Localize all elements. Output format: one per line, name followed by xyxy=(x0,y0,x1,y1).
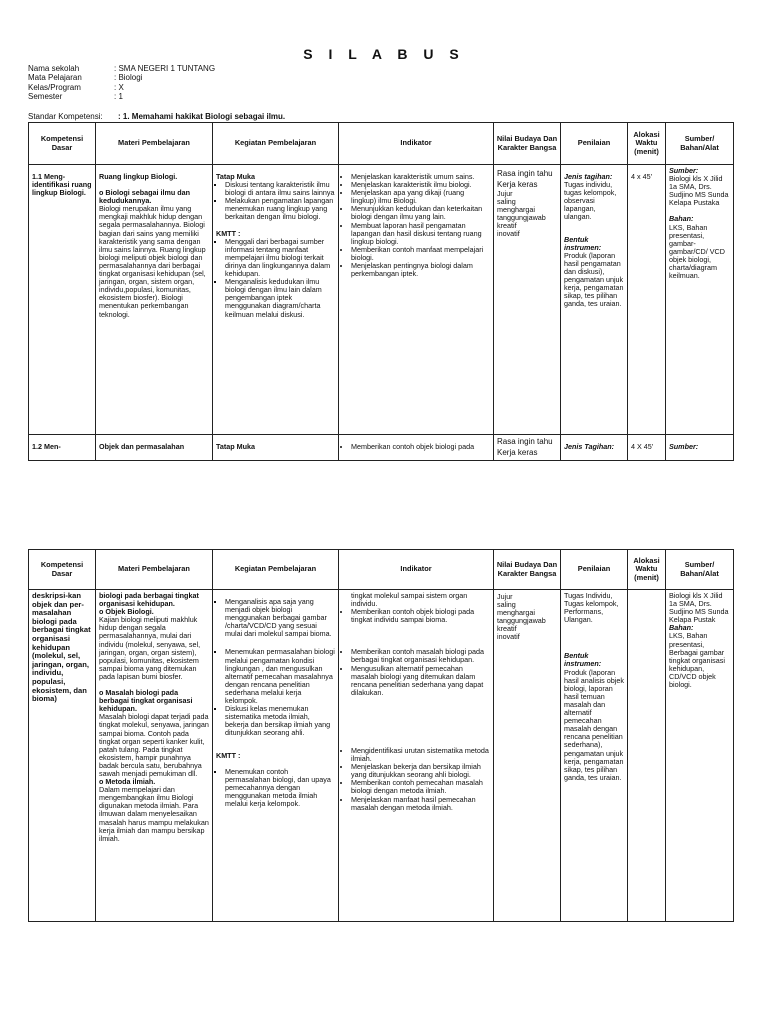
materi-subtitle: o Metoda ilmiah. xyxy=(99,777,156,787)
list-item: ▪ Melakukan pengamatan lapangan menemukan ruang lingkup yang berkaitan dengan ilmu biologi. xyxy=(225,197,335,221)
list-item: ▪ Menemukan permasalahan biologi melalui pengamatan kondisi lingkungan , dan mengusulkan alternatif pemecahan masalahnya dengan rencana penelitian sederhana melalui kerja kelompok. xyxy=(225,648,335,705)
header-indikator: Indikator xyxy=(339,123,494,165)
nilai-item: Kerja keras xyxy=(497,448,538,457)
header-row xyxy=(29,550,734,590)
list-item: • Mengidentifikasi urutan sistematika metoda ilmiah. xyxy=(351,747,490,763)
header-nilai: Nilai Budaya Dan Karakter Bangsa xyxy=(494,550,561,590)
sumber-cell xyxy=(666,165,734,435)
sumber-body: Biologi kls X Jilid 1a SMA, Drs. Sudjino MS Sunda Kelapa Pustak xyxy=(669,591,729,625)
materi-subtitle: o Masalah biologi pada berbagai tingkat organisasi kehidupan. xyxy=(99,688,193,714)
materi-subtitle: o Biologi sebagai ilmu dan kedudukannya. xyxy=(99,188,191,206)
bentuk-instrumen-label: Bentuk instrumen: xyxy=(564,234,602,252)
indikator-continued: tingkat molekul sampai sistem organ individu. xyxy=(351,591,468,609)
sumber-cell: Sumber: xyxy=(666,435,734,461)
nilai-item: Kerja keras xyxy=(497,180,538,189)
spacer xyxy=(342,697,490,747)
header-indikator: Indikator xyxy=(339,550,494,590)
nilai-item: Jujur xyxy=(497,592,513,601)
spacer xyxy=(216,738,335,752)
kegiatan-list xyxy=(216,238,335,319)
list-item: ▪ Diskusi kelas menemukan sistematika metoda ilmiah, bekerja dan bersikap ilmiah yang ditunjukkan seorang ahli. xyxy=(225,705,335,737)
list-item: • Menjelaskan bekerja dan bersikap ilmiah yang ditunjukkan seorang ahli biologi. xyxy=(351,763,490,779)
nilai-item: Rasa ingin tahu xyxy=(497,169,553,178)
header-nilai: Nilai Budaya Dan Karakter Bangsa xyxy=(494,123,561,165)
jenis-tagihan-body: Tugas individu, tugas kelompok, observasi lapangan, ulangan. xyxy=(564,180,617,222)
nilai-item: inovatif xyxy=(497,229,520,239)
list-item: • Membuat laporan hasil pengamatan lapangan dan hasil diskusi tentang ruang lingkup biologi. xyxy=(351,222,490,246)
header-kegiatan: Kegiatan Pembelajaran xyxy=(213,123,339,165)
kegiatan-list xyxy=(216,768,335,808)
list-item: • Menjelaskan manfaat hasil pemecahan masalah dengan metoda ilmiah. xyxy=(351,796,490,812)
header-kd: Kompetensi Dasar xyxy=(29,550,96,590)
header-penilaian: Penilaian xyxy=(561,550,628,590)
meta-value: : Biologi xyxy=(114,73,143,83)
standar-kompetensi xyxy=(28,112,285,121)
indikator-cell xyxy=(339,165,494,435)
kmtt-label: KMTT : xyxy=(216,750,241,760)
spacer xyxy=(564,222,624,236)
alokasi-cell xyxy=(628,590,666,922)
kmtt-label: KMTT : xyxy=(216,228,241,238)
bahan-body: LKS, Bahan presentasi, Berbagai gambar tingkat organisasi kehidupan, CD/VCD objek biologi. xyxy=(669,631,725,690)
indikator-list xyxy=(342,747,490,812)
bentuk-instrumen-label: Bentuk instrumen: xyxy=(564,651,602,669)
penilaian-cell: Jenis Tagihan: xyxy=(561,435,628,461)
indikator-cell xyxy=(339,590,494,922)
header-kegiatan: Kegiatan Pembelajaran xyxy=(213,550,339,590)
syllabus-table-1 xyxy=(28,122,734,461)
jenis-tagihan-label: Jenis tagihan: xyxy=(564,172,613,181)
indikator-cell xyxy=(339,435,494,461)
header-penilaian: Penilaian xyxy=(561,123,628,165)
materi-cell xyxy=(96,590,213,922)
list-item: • Menunjukkan kedudukan dan keterkaitan biologi dengan ilmu yang lain. xyxy=(351,205,490,221)
nilai-item: kreatif xyxy=(497,221,517,231)
materi-body: Dalam mempelajari dan mengembangkan ilmu Biologi digunakan metoda ilmiah. Para ilmuwan dalam menyelesaikan masalah harus mampu melakukan kerja ilmiah dan mampu bersikap ilmiah. xyxy=(99,785,209,843)
nilai-cell xyxy=(494,165,561,435)
page-title: S I L A B U S xyxy=(303,46,465,62)
materi-body: Biologi merupakan ilmu yang mengkaji makhluk hidup dengan segala permasalahannya. Biologi bagian dari sains yang memiliki karakteristik yang sama dengan ilmu sains lainnya. Ruang lingkup biologi meliputi objek biologi dan permasalahannya dari berbagai tingkat organisasi kehidupan (sel, jaringan, organ, sistem organ, individu,populasi, komunitas, ekosistem biosfer). Biologi menentukan perkembangan teknologi. xyxy=(99,204,206,319)
list-item: • Menjelaskan karakteristik ilmu biologi. xyxy=(351,181,490,189)
materi-head: biologi pada berbagai tingkat organisasi kehidupan. xyxy=(99,591,199,609)
meta-value: : 1 xyxy=(114,91,123,101)
meta-row xyxy=(28,92,215,101)
meta-row xyxy=(28,83,215,92)
alokasi-cell: 4 x 45' xyxy=(628,165,666,435)
kd-cell: 1.1 Meng-identifikasi ruang lingkup Biologi. xyxy=(29,165,96,435)
nilai-item: tanggungjawab xyxy=(497,616,546,626)
header-alokasi: Alokasi Waktu (menit) xyxy=(628,550,666,590)
table-row xyxy=(29,590,734,922)
sumber-cell xyxy=(666,590,734,922)
nilai-item: saling xyxy=(497,197,516,207)
materi-cell: Objek dan permasalahan xyxy=(96,435,213,461)
spacer xyxy=(342,624,490,648)
meta-row xyxy=(28,64,215,73)
penilaian-cell xyxy=(561,590,628,922)
materi-subtitle: o Objek Biologi. xyxy=(99,607,154,617)
kegiatan-cell: Tatap Muka xyxy=(213,435,339,461)
nilai-cell xyxy=(494,435,561,461)
meta-label: Semester xyxy=(28,91,63,101)
jenis-tagihan-body: Tugas Individu, Tugas kelompok, Performans, Ulangan. xyxy=(564,591,619,625)
indikator-list xyxy=(342,608,490,624)
kegiatan-cell xyxy=(213,590,339,922)
nilai-item: Jujur xyxy=(497,189,513,198)
kegiatan-cell xyxy=(213,165,339,435)
list-item: • Menjelaskan apa yang dikaji (ruang lingkup) ilmu Biologi. xyxy=(351,189,490,205)
tatap-muka-label: Tatap Muka xyxy=(216,172,256,181)
spacer xyxy=(564,624,624,652)
indikator-list xyxy=(342,173,490,278)
materi-body: Kajian biologi meliputi makhluk hidup dengan segala permasalahannya, mulai dari individu (molekul, senyawa, sel, jaringan, organ, organ sistem), populasi, komunitas, ekosistem sampai bioma yang ditemukan pada lapisan bumi biosfer. xyxy=(99,615,201,681)
school-meta xyxy=(28,64,215,101)
syllabus-table-2 xyxy=(28,549,734,922)
list-item: ▪ Menganalisis kedudukan ilmu biologi dengan ilmu lain dalam pengembangan iptek menggunakan diagram/charta keilmuan melalui diskusi. xyxy=(225,278,335,318)
kegiatan-list xyxy=(216,181,335,221)
header-materi: Materi Pembelajaran xyxy=(96,550,213,590)
list-item: • Menjelaskan karakteristik umum sains. xyxy=(351,173,490,181)
list-item: • Memberikan contoh objek biologi pada tingkat individu sampai bioma. xyxy=(351,608,490,624)
kd-cell: deskripsi-kan objek dan per-masalahan biologi pada berbagai tingkat organisasi kehidupan (molekul, sel, jaringan, organ, individu, populasi, ekosistem, dan bioma) xyxy=(29,590,96,922)
list-item: • Menjelaskan pentingnya biologi dalam perkembangan iptek. xyxy=(351,262,490,278)
header-materi: Materi Pembelajaran xyxy=(96,123,213,165)
meta-value: : X xyxy=(114,82,124,92)
materi-title: Ruang lingkup Biologi. xyxy=(99,172,178,181)
header-sumber: Sumber/ Bahan/Alat xyxy=(666,123,734,165)
kd-cell: 1.2 Men- xyxy=(29,435,96,461)
meta-label: Mata Pelajaran xyxy=(28,73,82,83)
table-row xyxy=(29,165,734,435)
kegiatan-list xyxy=(216,598,335,738)
nilai-item: inovatif xyxy=(497,632,520,642)
materi-body: Masalah biologi dapat terjadi pada tingkat molekul, senyawa, jaringan sampai bioma. Contoh pada tingkat organ seperti kanker kulit, patah tulang. Pada tingkat ekosistem, hampir punahnya badak bercula satu, berubahnya sawah menjadi pemukiman dll. xyxy=(99,712,209,778)
header-kd: Kompetensi Dasar xyxy=(29,123,96,165)
standar-label: Standar Kompetensi: xyxy=(28,112,103,121)
standar-value: : 1. Memahami hakikat Biologi sebagai ilmu. xyxy=(118,112,286,121)
nilai-item: menghargai xyxy=(497,608,535,618)
nilai-item: menghargai xyxy=(497,205,535,215)
bentuk-instrumen-body: Produk (laporan hasil pengamatan dan diskusi), pengamatan unjuk kerja, pengamatan sikap, tes pilihan ganda, tes uraian. xyxy=(564,250,624,309)
indikator-list xyxy=(342,648,490,697)
nilai-item: tanggungjawab xyxy=(497,213,546,223)
header-sumber: Sumber/ Bahan/Alat xyxy=(666,550,734,590)
nilai-item: Rasa ingin tahu xyxy=(497,437,553,446)
bahan-label: Bahan: xyxy=(669,623,694,633)
list-item: ▪ Menemukan contoh permasalahan biologi, dan upaya pemecahannya dengan menggunakan metoda ilmiah melalui kerja kelompok. xyxy=(225,768,335,808)
meta-label: Nama sekolah xyxy=(28,64,80,73)
header-alokasi: Alokasi Waktu (menit) xyxy=(628,123,666,165)
bentuk-instrumen-body: Produk (laporan hasil analisis objek biologi, laporan hasil temuan masalah dan alternatif pemecahan masalah dengan rencana penelitian sederhana), pengamatan unjuk kerja, pengamatan sikap, tes pilihan ganda, tes uraian. xyxy=(564,667,624,782)
list-item: ▪ Diskusi tentang karakteristik ilmu biologi di antara ilmu sains lainnya xyxy=(225,181,335,197)
meta-row xyxy=(28,73,215,82)
list-item: ▪ Menggali dari berbagai sumber informasi tentang manfaat mempelajari ilmu biologi terkait dirinya dan lingkungannya dalam kehidupan. xyxy=(225,238,335,278)
list-item: • Memberikan contoh objek biologi pada xyxy=(351,443,490,451)
list-item: • Memberikan contoh pemecahan masalah biologi dengan metoda ilmiah. xyxy=(351,779,490,795)
bahan-body: LKS, Bahan presentasi, gambar-gambar/CD/ VCD objek biologi, charta/diagram keilmuan. xyxy=(669,222,725,281)
sumber-label: Sumber: xyxy=(669,166,699,175)
penilaian-cell xyxy=(561,165,628,435)
bahan-label: Bahan: xyxy=(669,214,694,224)
header-row xyxy=(29,123,734,165)
nilai-item: saling xyxy=(497,600,516,610)
sumber-body: Biologi kls X Jilid 1a SMA, Drs. Sudjino MS Sunda Kelapa Pustaka xyxy=(669,174,729,208)
indikator-list xyxy=(342,443,490,451)
list-item: • Mengusulkan alternatif pemecahan masalah biologi yang ditemukan dalam rencana penelitian sederhana yang dapat dilakukan. xyxy=(351,665,490,697)
meta-label: Kelas/Program xyxy=(28,82,81,92)
materi-cell xyxy=(96,165,213,435)
nilai-cell xyxy=(494,590,561,922)
table-row xyxy=(29,435,734,461)
alokasi-cell: 4 X 45' xyxy=(628,435,666,461)
list-item: • Memberikan contoh masalah biologi pada berbagai tingkat organisasi kehidupan. xyxy=(351,648,490,664)
nilai-item: kreatif xyxy=(497,624,517,634)
list-item: • Memberikan contoh manfaat mempelajari biologi. xyxy=(351,246,490,262)
meta-value: : SMA NEGERI 1 TUNTANG xyxy=(114,64,216,73)
list-item: ▪ Menganalisis apa saja yang menjadi objek biologi menggunakan berbagai gambar /charta/VCD/CD yang sesuai mulai dari molekul sampai bioma. xyxy=(225,598,335,638)
